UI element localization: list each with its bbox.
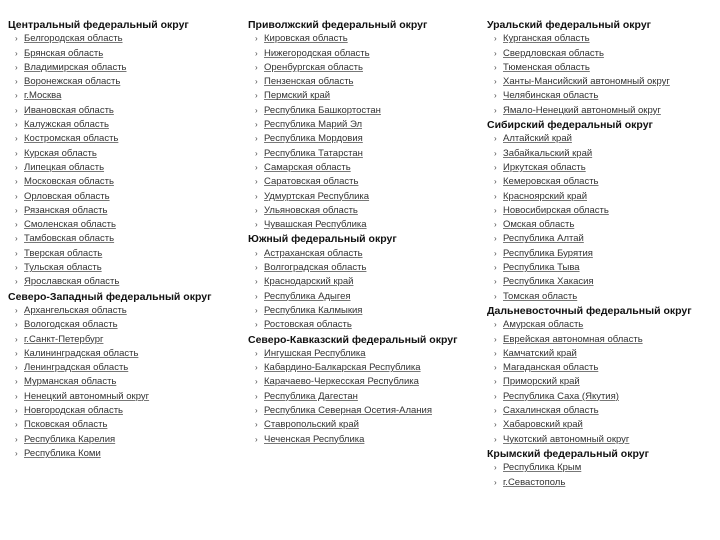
region-list-item xyxy=(487,190,720,204)
chevron-right-icon: › xyxy=(255,177,258,187)
region-list-item xyxy=(248,418,483,432)
chevron-right-icon: › xyxy=(255,305,258,315)
region-link[interactable]: Белгородская область xyxy=(24,33,123,45)
region-link[interactable]: Нижегородская область xyxy=(264,47,370,59)
district-title: Центральный федеральный округ xyxy=(8,19,189,31)
region-list-item xyxy=(248,75,483,89)
region-link[interactable]: Республика Коми xyxy=(24,447,101,459)
chevron-right-icon: › xyxy=(255,248,258,258)
region-list-item xyxy=(248,61,483,75)
chevron-right-icon: › xyxy=(15,263,18,273)
chevron-right-icon: › xyxy=(494,363,497,373)
region-link[interactable]: Ленинградская область xyxy=(24,362,129,374)
district-block xyxy=(487,447,720,490)
chevron-right-icon: › xyxy=(494,77,497,87)
region-link[interactable]: Мурманская область xyxy=(24,376,117,388)
chevron-right-icon: › xyxy=(255,62,258,72)
region-link[interactable]: Алтайский край xyxy=(503,133,572,145)
region-list-item xyxy=(487,218,720,232)
region-link[interactable]: Чувашская Республика xyxy=(264,219,367,231)
chevron-right-icon: › xyxy=(494,248,497,258)
region-list-item xyxy=(487,433,720,447)
region-list-item xyxy=(8,433,243,447)
chevron-right-icon: › xyxy=(15,91,18,101)
chevron-right-icon: › xyxy=(255,263,258,273)
district-column-left xyxy=(8,18,243,461)
region-link[interactable]: Республика Карелия xyxy=(24,433,116,445)
region-list-item xyxy=(248,32,483,46)
region-link[interactable]: Магаданская область xyxy=(503,362,599,374)
region-list-item xyxy=(487,375,720,389)
region-list-item xyxy=(487,390,720,404)
chevron-right-icon: › xyxy=(15,34,18,44)
chevron-right-icon: › xyxy=(255,220,258,230)
chevron-right-icon: › xyxy=(255,377,258,387)
region-link[interactable]: Саратовская область xyxy=(264,176,359,188)
chevron-right-icon: › xyxy=(494,191,497,201)
chevron-right-icon: › xyxy=(255,420,258,430)
region-list-item xyxy=(8,89,243,103)
region-list-item xyxy=(487,318,720,332)
region-list-item xyxy=(248,347,483,361)
region-list-item xyxy=(8,347,243,361)
chevron-right-icon: › xyxy=(494,105,497,115)
district-title: Северо-Кавказский федеральный округ xyxy=(248,333,458,346)
district-title: Южный федеральный округ xyxy=(248,233,397,246)
chevron-right-icon: › xyxy=(15,220,18,230)
region-link[interactable]: Новгородская область xyxy=(24,405,123,417)
region-list-item xyxy=(8,247,243,261)
region-link[interactable]: Тверская область xyxy=(24,247,103,259)
chevron-right-icon: › xyxy=(15,434,18,444)
district-block xyxy=(8,290,243,462)
chevron-right-icon: › xyxy=(255,105,258,115)
chevron-right-icon: › xyxy=(255,391,258,401)
region-link[interactable]: Приморский край xyxy=(503,376,580,388)
region-list-item xyxy=(8,32,243,46)
chevron-right-icon: › xyxy=(494,291,497,301)
chevron-right-icon: › xyxy=(494,48,497,58)
region-link[interactable]: Костромская область xyxy=(24,133,119,145)
district-block xyxy=(248,18,483,232)
region-link[interactable]: г.Санкт-Петербург xyxy=(24,333,104,345)
chevron-right-icon: › xyxy=(15,148,18,158)
region-list-item xyxy=(248,404,483,418)
region-list-item xyxy=(248,261,483,275)
district-title: Северо-Западный федеральный округ xyxy=(8,290,212,303)
region-list-item xyxy=(248,161,483,175)
region-list-item xyxy=(8,75,243,89)
region-link[interactable]: г.Москва xyxy=(24,90,62,102)
chevron-right-icon: › xyxy=(15,363,18,373)
chevron-right-icon: › xyxy=(494,205,497,215)
region-list xyxy=(248,247,483,333)
region-list-item xyxy=(8,261,243,275)
region-link[interactable]: Республика Татарстан xyxy=(264,147,363,159)
chevron-right-icon: › xyxy=(494,263,497,273)
region-link[interactable]: г.Севастополь xyxy=(503,476,566,488)
region-link[interactable]: Чукотский автономный округ xyxy=(503,433,630,445)
region-list-item xyxy=(487,247,720,261)
region-list-item xyxy=(487,232,720,246)
region-list-item xyxy=(487,461,720,475)
region-list-item xyxy=(8,190,243,204)
region-list-item xyxy=(487,147,720,161)
region-list-item xyxy=(248,190,483,204)
region-list-item xyxy=(8,47,243,61)
chevron-right-icon: › xyxy=(255,320,258,330)
district-title: Крымский федеральный округ xyxy=(487,447,649,460)
chevron-right-icon: › xyxy=(494,434,497,444)
region-link[interactable]: Кировская область xyxy=(264,33,348,45)
region-list-item xyxy=(8,204,243,218)
region-list-item xyxy=(248,89,483,103)
chevron-right-icon: › xyxy=(15,120,18,130)
region-list-item xyxy=(487,161,720,175)
region-list xyxy=(487,32,720,118)
chevron-right-icon: › xyxy=(494,134,497,144)
region-list-item xyxy=(487,347,720,361)
region-list xyxy=(248,347,483,447)
region-link[interactable]: Брянская область xyxy=(24,47,104,59)
region-link[interactable]: Республика Марий Эл xyxy=(264,119,363,131)
region-link[interactable]: Карачаево-Черкесская Республика xyxy=(264,376,419,388)
region-link[interactable]: Челябинская область xyxy=(503,90,599,102)
region-list-item xyxy=(8,161,243,175)
region-list-item xyxy=(487,361,720,375)
chevron-right-icon: › xyxy=(494,320,497,330)
region-link[interactable]: Свердловская область xyxy=(503,47,604,59)
chevron-right-icon: › xyxy=(494,377,497,387)
region-link[interactable]: Орловская область xyxy=(24,190,110,202)
chevron-right-icon: › xyxy=(255,363,258,373)
district-block xyxy=(248,333,483,447)
region-list-item xyxy=(248,147,483,161)
region-link[interactable]: Хабаровский край xyxy=(503,419,583,431)
chevron-right-icon: › xyxy=(15,377,18,387)
region-list-item xyxy=(487,132,720,146)
region-list-item xyxy=(8,390,243,404)
chevron-right-icon: › xyxy=(494,406,497,416)
region-list-item xyxy=(487,333,720,347)
region-list-item xyxy=(8,232,243,246)
district-title: Уральский федеральный округ xyxy=(487,19,652,31)
region-list-item xyxy=(248,361,483,375)
region-link[interactable]: Республика Бурятия xyxy=(503,247,593,259)
region-link[interactable]: Астраханская область xyxy=(264,247,363,259)
chevron-right-icon: › xyxy=(255,291,258,301)
chevron-right-icon: › xyxy=(15,105,18,115)
chevron-right-icon: › xyxy=(15,205,18,215)
chevron-right-icon: › xyxy=(15,406,18,416)
chevron-right-icon: › xyxy=(494,148,497,158)
region-list-item xyxy=(8,147,243,161)
region-list-item xyxy=(8,333,243,347)
region-link[interactable]: Вологодская область xyxy=(24,319,118,331)
region-link[interactable]: Архангельская область xyxy=(24,304,127,316)
region-link[interactable]: Калужская область xyxy=(24,119,109,131)
region-link[interactable]: Самарская область xyxy=(264,161,351,173)
chevron-right-icon: › xyxy=(255,77,258,87)
region-link[interactable]: Омская область xyxy=(503,219,575,231)
chevron-right-icon: › xyxy=(15,391,18,401)
region-link[interactable]: Красноярский край xyxy=(503,190,587,202)
region-link[interactable]: Забайкальский край xyxy=(503,147,593,159)
region-link[interactable]: Тюменская область xyxy=(503,61,590,73)
region-list xyxy=(487,318,720,447)
region-link[interactable]: Сахалинская область xyxy=(503,405,599,417)
region-list-item xyxy=(248,375,483,389)
chevron-right-icon: › xyxy=(255,120,258,130)
region-list-item xyxy=(248,104,483,118)
region-list-item xyxy=(248,204,483,218)
region-link[interactable]: Рязанская область xyxy=(24,204,108,216)
region-link[interactable]: Республика Адыгея xyxy=(264,290,351,302)
chevron-right-icon: › xyxy=(494,177,497,187)
chevron-right-icon: › xyxy=(15,162,18,172)
region-list-item xyxy=(8,404,243,418)
region-list-item xyxy=(487,290,720,304)
district-title: Дальневосточный федеральный округ xyxy=(487,304,692,317)
district-block xyxy=(248,232,483,332)
chevron-right-icon: › xyxy=(494,334,497,344)
region-link[interactable]: Республика Башкортостан xyxy=(264,104,381,116)
region-link[interactable]: Республика Хакасия xyxy=(503,276,594,288)
region-link[interactable]: Ростовская область xyxy=(264,319,352,331)
region-list-item xyxy=(8,418,243,432)
region-link[interactable]: Псковская область xyxy=(24,419,108,431)
district-title: Приволжский федеральный округ xyxy=(248,19,428,31)
chevron-right-icon: › xyxy=(15,420,18,430)
chevron-right-icon: › xyxy=(15,62,18,72)
district-title: Сибирский федеральный округ xyxy=(487,119,653,132)
region-link[interactable]: Амурская область xyxy=(503,319,584,331)
region-list xyxy=(8,32,243,289)
region-list-item xyxy=(487,275,720,289)
chevron-right-icon: › xyxy=(15,177,18,187)
region-link[interactable]: Новосибирская область xyxy=(503,204,609,216)
chevron-right-icon: › xyxy=(15,448,18,458)
region-link[interactable]: Республика Дагестан xyxy=(264,390,358,402)
region-list xyxy=(487,132,720,304)
region-link[interactable]: Пермский край xyxy=(264,90,331,102)
chevron-right-icon: › xyxy=(255,148,258,158)
region-list-item xyxy=(8,175,243,189)
region-list-item xyxy=(8,61,243,75)
chevron-right-icon: › xyxy=(15,191,18,201)
region-list-item xyxy=(248,390,483,404)
district-block xyxy=(8,18,243,290)
chevron-right-icon: › xyxy=(494,277,497,287)
region-link[interactable]: Ульяновская область xyxy=(264,204,358,216)
region-list-item xyxy=(487,47,720,61)
chevron-right-icon: › xyxy=(15,305,18,315)
region-list-item xyxy=(8,275,243,289)
region-list xyxy=(248,32,483,232)
region-list-item xyxy=(248,318,483,332)
region-link[interactable]: Краснодарский край xyxy=(264,276,354,288)
chevron-right-icon: › xyxy=(494,220,497,230)
region-list-item xyxy=(8,304,243,318)
region-list-item xyxy=(248,47,483,61)
region-list-item xyxy=(487,104,720,118)
district-block xyxy=(487,118,720,304)
region-link[interactable]: Ярославская область xyxy=(24,276,120,288)
chevron-right-icon: › xyxy=(15,348,18,358)
region-list-item xyxy=(248,290,483,304)
chevron-right-icon: › xyxy=(494,34,497,44)
chevron-right-icon: › xyxy=(15,48,18,58)
region-link[interactable]: Ямало-Ненецкий автономный округ xyxy=(503,104,661,116)
region-link[interactable]: Смоленская область xyxy=(24,219,116,231)
region-link[interactable]: Владимирская область xyxy=(24,61,127,73)
region-link[interactable]: Ставропольский край xyxy=(264,419,359,431)
region-list-item xyxy=(248,218,483,232)
region-link[interactable]: Иркутская область xyxy=(503,161,586,173)
region-list-item xyxy=(8,104,243,118)
region-list-item xyxy=(8,218,243,232)
chevron-right-icon: › xyxy=(255,406,258,416)
region-list-item xyxy=(248,175,483,189)
region-list-item xyxy=(487,418,720,432)
region-list-item xyxy=(248,304,483,318)
region-list-item xyxy=(8,375,243,389)
region-link[interactable]: Кабардино-Балкарская Республика xyxy=(264,362,421,374)
region-link[interactable]: Томская область xyxy=(503,290,578,302)
region-link[interactable]: Курская область xyxy=(24,147,97,159)
chevron-right-icon: › xyxy=(15,248,18,258)
region-link[interactable]: Республика Северная Осетия-Алания xyxy=(264,405,433,417)
region-list xyxy=(8,304,243,461)
region-link[interactable]: Чеченская Республика xyxy=(264,433,365,445)
chevron-right-icon: › xyxy=(494,477,497,487)
region-list-item xyxy=(487,61,720,75)
region-link[interactable]: Калининградская область xyxy=(24,347,139,359)
chevron-right-icon: › xyxy=(15,234,18,244)
district-block xyxy=(487,304,720,447)
region-link[interactable]: Курганская область xyxy=(503,33,590,45)
chevron-right-icon: › xyxy=(15,134,18,144)
chevron-right-icon: › xyxy=(15,77,18,87)
chevron-right-icon: › xyxy=(494,234,497,244)
chevron-right-icon: › xyxy=(494,162,497,172)
region-list-item xyxy=(487,404,720,418)
region-list-item xyxy=(8,318,243,332)
chevron-right-icon: › xyxy=(255,191,258,201)
chevron-right-icon: › xyxy=(255,205,258,215)
region-link[interactable]: Оренбургская область xyxy=(264,61,363,73)
region-link[interactable]: Тамбовская область xyxy=(24,233,115,245)
district-column-middle xyxy=(248,18,483,447)
region-link[interactable]: Удмуртская Республика xyxy=(264,190,370,202)
district-block xyxy=(487,18,720,118)
region-link[interactable]: Еврейская автономная область xyxy=(503,333,643,345)
chevron-right-icon: › xyxy=(494,62,497,72)
region-link[interactable]: Ненецкий автономный округ xyxy=(24,390,150,402)
region-link[interactable]: Ханты-Мансийский автономный округ xyxy=(503,76,670,88)
region-link[interactable]: Липецкая область xyxy=(24,161,105,173)
chevron-right-icon: › xyxy=(15,277,18,287)
region-list-item xyxy=(248,275,483,289)
region-link[interactable]: Тульская область xyxy=(24,262,102,274)
chevron-right-icon: › xyxy=(494,391,497,401)
region-link[interactable]: Республика Тыва xyxy=(503,262,580,274)
chevron-right-icon: › xyxy=(255,134,258,144)
region-list-item xyxy=(8,118,243,132)
region-link[interactable]: Республика Калмыкия xyxy=(264,304,363,316)
chevron-right-icon: › xyxy=(494,91,497,101)
region-link[interactable]: Республика Крым xyxy=(503,462,582,474)
region-list-item xyxy=(487,261,720,275)
chevron-right-icon: › xyxy=(494,463,497,473)
region-list-item xyxy=(8,132,243,146)
region-link[interactable]: Воронежская область xyxy=(24,76,121,88)
chevron-right-icon: › xyxy=(494,348,497,358)
chevron-right-icon: › xyxy=(255,434,258,444)
chevron-right-icon: › xyxy=(255,34,258,44)
region-list-item xyxy=(248,247,483,261)
region-list xyxy=(487,461,720,490)
region-link[interactable]: Ингушская Республика xyxy=(264,347,366,359)
region-link[interactable]: Камчатский край xyxy=(503,347,577,359)
region-link[interactable]: Московская область xyxy=(24,176,114,188)
region-list-item xyxy=(487,175,720,189)
region-list-item xyxy=(487,32,720,46)
region-link[interactable]: Республика Мордовия xyxy=(264,133,363,145)
region-list-item xyxy=(8,361,243,375)
region-list-item xyxy=(487,89,720,103)
region-link[interactable]: Республика Саха (Якутия) xyxy=(503,390,619,402)
district-column-right xyxy=(487,18,720,490)
region-link[interactable]: Пензенская область xyxy=(264,76,354,88)
region-list-item xyxy=(487,75,720,89)
region-list-item xyxy=(487,204,720,218)
region-list-item xyxy=(248,132,483,146)
chevron-right-icon: › xyxy=(255,48,258,58)
region-list-item xyxy=(248,118,483,132)
chevron-right-icon: › xyxy=(255,348,258,358)
chevron-right-icon: › xyxy=(255,277,258,287)
chevron-right-icon: › xyxy=(255,162,258,172)
region-link[interactable]: Волгоградская область xyxy=(264,262,367,274)
chevron-right-icon: › xyxy=(15,334,18,344)
region-link[interactable]: Ивановская область xyxy=(24,104,114,116)
region-link[interactable]: Республика Алтай xyxy=(503,233,584,245)
region-list-item xyxy=(8,447,243,461)
region-link[interactable]: Кемеровская область xyxy=(503,176,599,188)
region-list-item xyxy=(487,476,720,490)
chevron-right-icon: › xyxy=(15,320,18,330)
region-list-item xyxy=(248,433,483,447)
chevron-right-icon: › xyxy=(255,91,258,101)
chevron-right-icon: › xyxy=(494,420,497,430)
